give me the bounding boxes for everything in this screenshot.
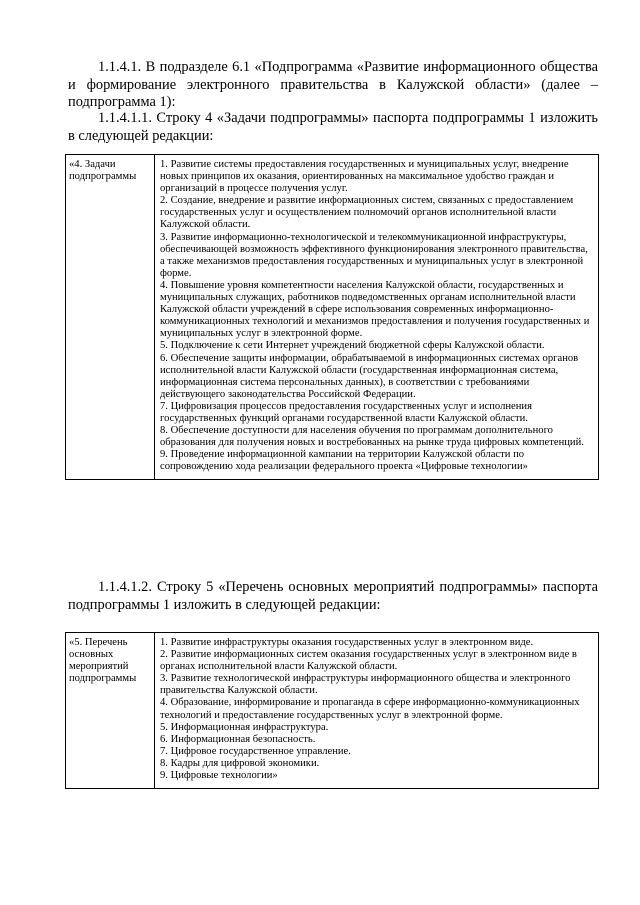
- list-item: 2. Развитие информационных систем оказания государственных услуг в электронном виде в органах исполнительной власти Калужской области.: [160, 649, 577, 673]
- paragraph-1-1-4-1-1: 1.1.4.1.1. Строку 4 «Задачи подпрограммы» паспорта подпрограммы 1 изложить в следующей редакции:: [68, 110, 598, 144]
- list-item: 1. Развитие системы предоставления государственных и муниципальных услуг, внедрение новых принципов их оказания, ориентированных на максимальное удобство граждан и организаций в процессе получения услуг.: [160, 159, 569, 195]
- list-item: 2. Создание, внедрение и развитие информационных систем, связанных с предоставлением государственных услуг и осуществлением полномочий органов исполнительной власти Калужской области.: [160, 195, 574, 231]
- list-item: 6. Обеспечение защиты информации, обрабатываемой в информационных системах органов исполнительной власти Калужской области (государственная информационная система, информационная система персональных данных), в соответствии с требованиями действующего законодательства Российской Федерации.: [160, 352, 579, 400]
- list-item: 8. Кадры для цифровой экономики.: [160, 757, 320, 769]
- list-item: 4. Повышение уровня компетентности населения Калужской области, государственных и муниципальных служащих, работников подведомственных органам исполнительной власти Калужской области учреждений в сфере использования современных информационно-коммуникационных технологий и механизмов предоставления и получения государственных и муниципальных услуг в электронной форме.: [160, 279, 590, 340]
- table-activities: [65, 632, 599, 789]
- list-item: 6. Информационная безопасность.: [160, 733, 316, 745]
- list-item: 8. Обеспечение доступности для населения обучения по программам дополнительного образования для получения новых и востребованных на рынке труда цифровых компетенций.: [160, 425, 584, 449]
- list-item: 4. Образование, информирование и пропаганда в сфере информационно-коммуникационных технологий и предоставление государственных услуг в электронной форме.: [160, 697, 580, 721]
- list-item: 5. Подключение к сети Интернет учреждений бюджетной сферы Калужской области.: [160, 340, 545, 352]
- table-activities-label: «5. Перечень основных мероприятий подпрограммы: [66, 633, 155, 789]
- list-item: 1. Развитие инфраструктуры оказания государственных услуг в электронном виде.: [160, 637, 534, 648]
- list-item: 9. Цифровые технологии»: [160, 770, 278, 782]
- list-item: 7. Цифровое государственное управление.: [160, 745, 351, 757]
- list-item: 5. Информационная инфраструктура.: [160, 721, 329, 733]
- table-tasks: [65, 154, 599, 480]
- paragraph-1-1-4-1: 1.1.4.1. В подразделе 6.1 «Подпрограмма «Развитие информационного общества и формирование электронного правительства в Калужской области» (далее – подпрограмма 1):: [68, 59, 598, 110]
- table-tasks-content: [155, 155, 599, 480]
- list-item: 3. Развитие информационно-технологической и телекоммуникационной инфраструктуры, обеспечивающей возможность эффективного функционирования электронного правительства, а также механизмов предоставления государственных и муниципальных услуг в электронной форме.: [160, 231, 588, 279]
- list-item: 3. Развитие технологической инфраструктуры информационного общества и электронного правительства Калужской области.: [160, 673, 571, 697]
- table-tasks-label: «4. Задачи подпрограммы: [66, 155, 155, 480]
- paragraph-1-1-4-1-2: 1.1.4.1.2. Строку 5 «Перечень основных мероприятий подпрограммы» паспорта подпрограммы 1 изложить в следующей редакции:: [68, 579, 598, 613]
- list-item: 7. Цифровизация процессов предоставления государственных услуг и исполнения государственных функций органами государственной власти Калужской области.: [160, 400, 532, 424]
- table-row: [66, 633, 599, 789]
- list-item: 9. Проведение информационной кампании на территории Калужской области по сопровождению хода реализации федерального проекта «Цифровые технологии»: [160, 449, 528, 473]
- table-row: [66, 155, 599, 480]
- table-activities-content: [155, 633, 599, 789]
